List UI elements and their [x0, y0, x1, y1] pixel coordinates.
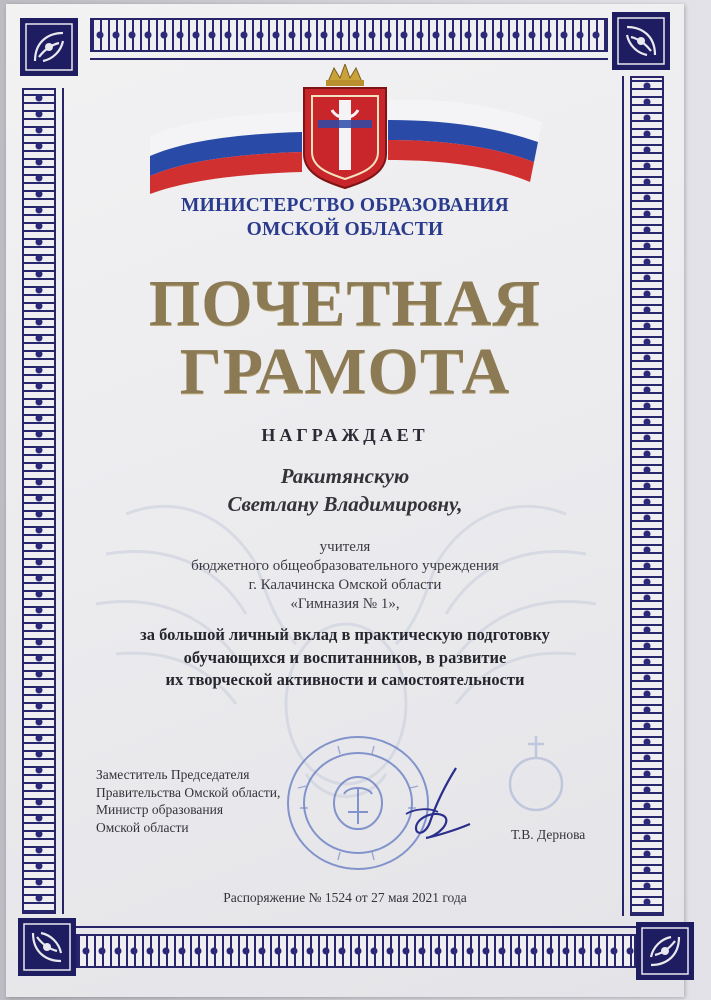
right-flag-wave: [388, 100, 542, 182]
orb-icon: [510, 736, 562, 810]
reason-line-1: за большой личный вклад в практическую подготовку: [140, 625, 550, 644]
title-line-1: ПОЧЕТНАЯ: [148, 267, 542, 340]
bottom-ornament-band: [76, 934, 636, 968]
top-ornament-band: [90, 18, 608, 52]
recipient-position: [6, 538, 684, 614]
ministry-line-2: ОМСКОЙ ОБЛАСТИ: [246, 219, 444, 240]
reason-line-2: обучающихся и воспитанников, в развитие: [183, 647, 507, 667]
recipient-name: [6, 462, 684, 518]
title-line-2: ГРАМОТА: [179, 335, 511, 408]
corner-ornament-bottom-left: [18, 918, 76, 976]
position-line-3: г. Калачинска Омской области: [248, 577, 442, 593]
signatory-title-line-2: Правительства Омской области,: [96, 784, 281, 800]
certificate-sheet: [6, 4, 684, 997]
corner-ornament-top-right: [612, 12, 670, 70]
recipient-given-names: Светлану Владимировну,: [227, 492, 463, 516]
position-line-4: «Гимназия № 1»,: [290, 596, 400, 612]
signatory-name: Т.В. Дернова: [511, 827, 586, 842]
reason-line-3: их творческой активности и самостоятельности: [165, 670, 525, 689]
flag-and-crest-emblem: [142, 64, 548, 194]
signatory-title-line-3: Министр образования: [96, 802, 224, 817]
corner-ornament-top-left: [20, 18, 78, 76]
order-reference: Распоряжение № 1524 от 27 мая 2021 года: [223, 890, 467, 905]
position-line-2: бюджетного общеобразовательного учреждения: [191, 558, 499, 574]
certificate-title: [6, 267, 684, 408]
corner-ornament-bottom-right: [636, 922, 694, 980]
inner-frame-line-bottom: [76, 926, 636, 928]
omsk-crest-icon: [304, 64, 386, 188]
signatory-title-line-1: Заместитель Председателя: [96, 767, 250, 782]
recipient-surname: Ракитянскую: [280, 464, 410, 488]
ministry-line-1: МИНИСТЕРСТВО ОБРАЗОВАНИЯ: [181, 195, 509, 216]
ministry-name: [6, 194, 684, 242]
award-reason: [6, 624, 684, 692]
handwritten-signature: [386, 764, 476, 844]
position-line-1: учителя: [319, 539, 371, 555]
signatory-title-line-4: Омской области: [96, 819, 189, 835]
left-flag-wave: [150, 112, 302, 194]
signatory-title: [96, 766, 280, 836]
awards-label: НАГРАЖДАЕТ: [261, 425, 429, 445]
inner-frame-line-top: [90, 58, 608, 60]
